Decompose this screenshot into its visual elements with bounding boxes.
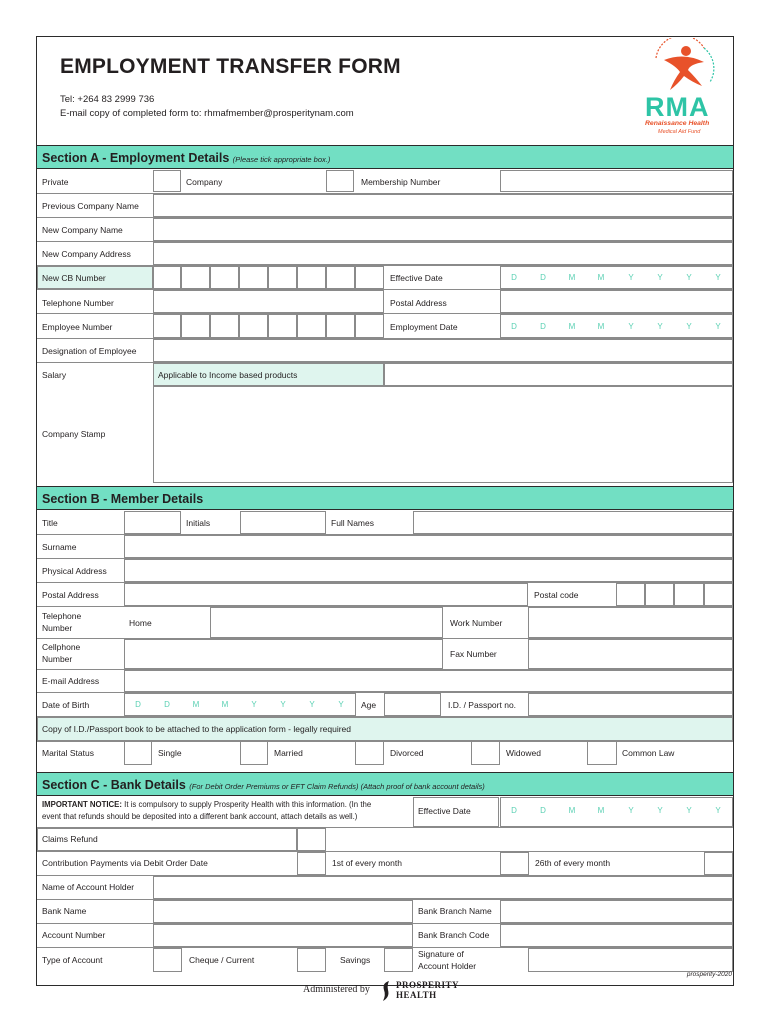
salary-label: Salary <box>42 370 67 380</box>
date-placeholder: M <box>597 322 605 331</box>
bank-branch-code-label: Bank Branch Code <box>418 930 490 940</box>
salary-field[interactable] <box>384 363 733 386</box>
claims-refund-label: Claims Refund <box>42 834 98 844</box>
bank-name-label: Bank Name <box>42 906 87 916</box>
date-placeholder: Y <box>628 806 634 815</box>
postal-address-field[interactable] <box>124 583 528 606</box>
fax-number-field[interactable] <box>528 639 733 669</box>
type-of-account-label: Type of Account <box>42 955 103 965</box>
telephone-number-field[interactable] <box>153 290 384 313</box>
employee-digit-box[interactable] <box>326 314 355 338</box>
postal-code-digit-box[interactable] <box>674 583 704 606</box>
signature-label-2: Account Holder <box>418 961 477 971</box>
bank-effective-date-label: Effective Date <box>418 806 471 816</box>
full-names-label: Full Names <box>331 518 374 528</box>
contact-telephone: Tel: +264 83 2999 736 <box>60 94 155 105</box>
designation-label: Designation of Employee <box>42 346 137 356</box>
date-placeholder: D <box>511 273 517 282</box>
postal-code-digit-box[interactable] <box>645 583 674 606</box>
bank-branch-name-label: Bank Branch Name <box>418 906 492 916</box>
date-placeholder: Y <box>280 700 286 709</box>
cellphone-label-2: Number <box>42 654 73 664</box>
private-checkbox[interactable] <box>153 170 181 192</box>
date-placeholder: Y <box>657 273 663 282</box>
employee-digit-box[interactable] <box>181 314 210 338</box>
prosperity-health-logo <box>380 979 470 1007</box>
email-address-label: E-mail Address <box>42 676 100 686</box>
postal-address-field[interactable] <box>500 290 733 313</box>
date-placeholder: Y <box>686 806 692 815</box>
section-a-note: (Please tick appropriate box.) <box>232 155 331 164</box>
signature-field[interactable] <box>528 948 733 972</box>
new-cb-digit-box[interactable] <box>297 266 326 289</box>
prosperity-mark-icon <box>380 979 394 1005</box>
full-names-field[interactable] <box>413 511 733 534</box>
fax-number-label: Fax Number <box>450 649 497 659</box>
contact-email: E-mail copy of completed form to: rhmafmember@prosperitynam.com <box>60 108 354 119</box>
new-cb-digit-box[interactable] <box>326 266 355 289</box>
employee-digit-box[interactable] <box>355 314 384 338</box>
form-code: prosperity-2020 <box>686 971 732 978</box>
employee-digit-box[interactable] <box>239 314 268 338</box>
employee-digit-box[interactable] <box>153 314 181 338</box>
date-placeholder: D <box>540 322 546 331</box>
account-number-label: Account Number <box>42 930 106 940</box>
date-placeholder: Y <box>309 700 315 709</box>
designation-field[interactable] <box>153 339 733 362</box>
important-notice-bold: IMPORTANT NOTICE: <box>42 800 122 809</box>
date-placeholder: M <box>597 273 605 282</box>
company-stamp-area[interactable] <box>153 386 733 483</box>
date-placeholder: Y <box>251 700 257 709</box>
married-label: Married <box>274 748 303 758</box>
logo-subtitle-2: Medical Aid Fund <box>658 129 701 135</box>
health-logo-text: HEALTH <box>396 990 437 1000</box>
section-c-header <box>37 772 733 796</box>
claims-refund-checkbox[interactable] <box>297 828 326 851</box>
cellphone-label: Cellphone <box>42 642 81 652</box>
home-telephone-field[interactable] <box>210 607 443 638</box>
surname-label: Surname <box>42 542 77 552</box>
surname-field[interactable] <box>124 535 733 558</box>
applicable-note: Applicable to Income based products <box>158 370 298 380</box>
cheque-current-label: Cheque / Current <box>189 955 255 965</box>
employee-digit-box[interactable] <box>297 314 326 338</box>
first-of-month-checkbox[interactable] <box>297 852 326 875</box>
age-label: Age <box>361 700 377 710</box>
work-number-label: Work Number <box>450 618 503 628</box>
title-label: Title <box>42 518 58 528</box>
date-placeholder: Y <box>628 322 634 331</box>
account-number-field[interactable] <box>153 924 413 947</box>
marital-checkbox-divorced[interactable] <box>355 741 384 765</box>
telephone-number-label: Telephone Number <box>42 298 114 308</box>
initials-label: Initials <box>186 518 211 528</box>
cellphone-field[interactable] <box>124 639 443 669</box>
membership-number-field[interactable] <box>500 170 733 192</box>
section-a-header <box>37 145 733 169</box>
private-label: Private <box>42 177 69 187</box>
widowed-label: Widowed <box>506 748 541 758</box>
marital-checkbox-widowed[interactable] <box>471 741 500 765</box>
postal-code-digit-box[interactable] <box>616 583 645 606</box>
administered-by-label: Administered by <box>303 984 370 995</box>
physical-address-label: Physical Address <box>42 566 107 576</box>
date-placeholder: D <box>540 806 546 815</box>
date-placeholder: M <box>568 273 576 282</box>
new-cb-digit-box[interactable] <box>239 266 268 289</box>
date-placeholder: M <box>568 322 576 331</box>
date-of-birth-label: Date of Birth <box>42 700 90 710</box>
date-placeholder: D <box>540 273 546 282</box>
postal-address-label: Postal Address <box>390 298 447 308</box>
section-c-title: Section C - Bank Details <box>42 778 186 792</box>
previous-company-name-label: Previous Company Name <box>42 201 139 211</box>
savings-checkbox[interactable] <box>297 948 326 972</box>
bank-branch-name-field[interactable] <box>500 900 733 923</box>
signature-label: Signature of <box>418 949 464 959</box>
date-placeholder: Y <box>686 322 692 331</box>
title-field[interactable] <box>124 511 181 534</box>
email-address-field[interactable] <box>124 670 733 692</box>
date-placeholder: M <box>568 806 576 815</box>
single-label: Single <box>158 748 182 758</box>
date-placeholder: M <box>221 700 229 709</box>
id-passport-field[interactable] <box>528 693 733 716</box>
bank-name-field[interactable] <box>153 900 413 923</box>
savings-checkbox-right[interactable] <box>384 948 413 972</box>
copy-note: Copy of I.D./Passport book to be attached to the application form - legally required <box>42 724 352 734</box>
previous-company-name-field[interactable] <box>153 194 733 217</box>
employee-digit-box[interactable] <box>268 314 297 338</box>
company-stamp-label: Company Stamp <box>42 429 106 439</box>
marital-checkbox-single[interactable] <box>124 741 152 765</box>
company-label: Company <box>186 177 223 187</box>
id-passport-label: I.D. / Passport no. <box>448 700 517 710</box>
initials-field[interactable] <box>240 511 326 534</box>
postal-code-label: Postal code <box>534 590 579 600</box>
section-b-header <box>37 486 733 510</box>
important-notice-text: It is compulsory to supply Prosperity Health with this information. (In the <box>121 800 372 809</box>
membership-number-label: Membership Number <box>361 177 441 187</box>
logo-subtitle: Renaissance Health <box>645 120 710 127</box>
account-holder-field[interactable] <box>153 876 733 899</box>
date-placeholder: Y <box>715 806 721 815</box>
date-placeholder: D <box>135 700 141 709</box>
twenty-sixth-label: 26th of every month <box>535 858 611 868</box>
date-placeholder: Y <box>657 322 663 331</box>
twenty-sixth-checkbox[interactable] <box>500 852 529 875</box>
important-notice-line-2: event that refunds should be deposited into a different bank account, attach details as well.) <box>42 812 358 821</box>
employment-date-label: Employment Date <box>390 322 458 332</box>
company-checkbox[interactable] <box>326 170 354 192</box>
twenty-sixth-checkbox-right[interactable] <box>704 852 733 875</box>
new-cb-digit-box[interactable] <box>153 266 181 289</box>
marital-checkbox-married[interactable] <box>240 741 268 765</box>
date-placeholder: Y <box>715 273 721 282</box>
new-cb-digit-box[interactable] <box>210 266 239 289</box>
savings-label: Savings <box>340 955 371 965</box>
physical-address-field[interactable] <box>124 559 733 582</box>
new-company-name-field[interactable] <box>153 218 733 241</box>
cheque-checkbox[interactable] <box>153 948 182 972</box>
first-of-month-label: 1st of every month <box>332 858 402 868</box>
work-number-field[interactable] <box>528 607 733 638</box>
marital-checkbox-common-law[interactable] <box>587 741 617 765</box>
date-placeholder: Y <box>686 273 692 282</box>
employee-number-label: Employee Number <box>42 322 113 332</box>
date-placeholder: D <box>511 322 517 331</box>
logo-wordmark: RMA <box>645 92 710 122</box>
telephone-label-2: Number <box>42 623 73 633</box>
account-holder-label: Name of Account Holder <box>42 882 135 892</box>
new-company-address-field[interactable] <box>153 242 733 265</box>
section-c-note: (For Debit Order Premiums or EFT Claim Refunds) (Attach proof of bank account details) <box>189 782 485 791</box>
prosperity-logo-text: PROSPERITY <box>396 980 460 990</box>
postal-address-label: Postal Address <box>42 590 99 600</box>
date-placeholder: Y <box>628 273 634 282</box>
postal-code-digit-box[interactable] <box>704 583 733 606</box>
common-law-label: Common Law <box>622 748 675 758</box>
new-cb-digit-box[interactable] <box>181 266 210 289</box>
divorced-label: Divorced <box>390 748 424 758</box>
row-divider <box>37 851 733 852</box>
effective-date-label: Effective Date <box>390 273 443 283</box>
date-placeholder: D <box>164 700 170 709</box>
contribution-payments-label: Contribution Payments via Debit Order Date <box>42 858 208 868</box>
date-placeholder: D <box>511 806 517 815</box>
new-cb-number-label: New CB Number <box>42 273 106 283</box>
date-placeholder: Y <box>715 322 721 331</box>
new-cb-digit-box[interactable] <box>268 266 297 289</box>
date-placeholder: M <box>192 700 200 709</box>
new-company-name-label: New Company Name <box>42 225 123 235</box>
date-placeholder: Y <box>338 700 344 709</box>
date-placeholder: M <box>597 806 605 815</box>
form-title: EMPLOYMENT TRANSFER FORM <box>60 55 401 78</box>
age-field[interactable] <box>384 693 441 716</box>
telephone-label: Telephone <box>42 611 82 621</box>
section-b-title: Section B - Member Details <box>42 492 204 506</box>
bank-branch-code-field[interactable] <box>500 924 733 947</box>
new-company-address-label: New Company Address <box>42 249 131 259</box>
employee-digit-box[interactable] <box>210 314 239 338</box>
date-placeholder: Y <box>657 806 663 815</box>
marital-status-label: Marital Status <box>42 748 94 758</box>
new-cb-digit-box[interactable] <box>355 266 384 289</box>
home-label: Home <box>129 618 152 628</box>
section-a-title: Section A - Employment Details <box>42 151 230 165</box>
important-notice <box>42 800 371 809</box>
